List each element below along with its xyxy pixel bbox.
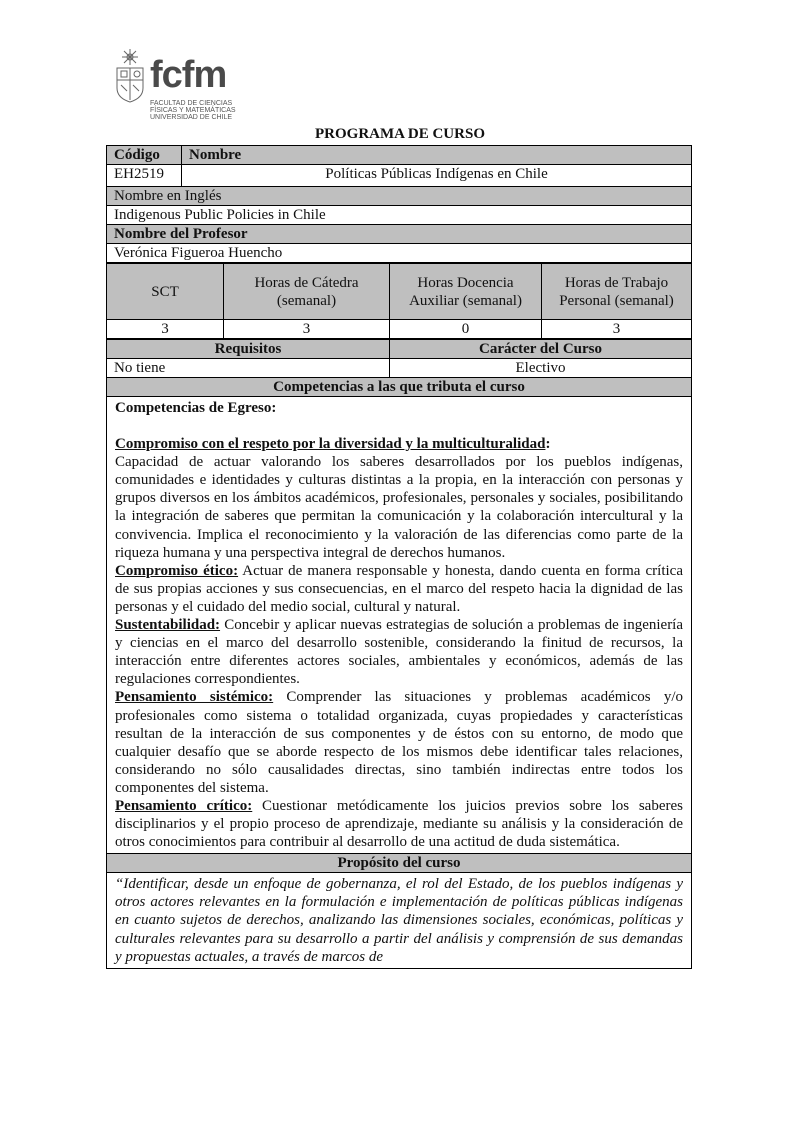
auxiliar-header: Horas Docencia Auxiliar (semanal) xyxy=(390,264,542,320)
competency-title: Compromiso con el respeto por la diversidad y la multiculturalidad xyxy=(115,436,546,453)
competency-item xyxy=(115,562,683,616)
competency-item xyxy=(115,688,683,797)
logo-subtitle: FACULTAD DE CIENCIAS FÍSICAS Y MATEMÁTICAS UNIVERSIDAD DE CHILE xyxy=(150,100,236,121)
professor-label: Nombre del Profesor xyxy=(107,225,692,244)
competency-title: Sustentabilidad: xyxy=(115,617,221,634)
competencies-box xyxy=(106,397,692,854)
english-name-label: Nombre en Inglés xyxy=(107,187,692,206)
purpose-table xyxy=(106,854,692,873)
sct-header: SCT xyxy=(107,264,224,320)
trabajo-personal-value: 3 xyxy=(542,320,692,339)
trabajo-personal-header: Horas de Trabajo Personal (semanal) xyxy=(542,264,692,320)
professor-name: Verónica Figueroa Huencho xyxy=(107,244,692,263)
catedra-header: Horas de Cátedra (semanal) xyxy=(224,264,390,320)
requirements-label: Requisitos xyxy=(107,340,390,359)
competencies-section-label: Competencias a las que tributa el curso xyxy=(107,378,692,397)
course-character-label: Carácter del Curso xyxy=(390,340,692,359)
logo-brand: fcfm xyxy=(150,54,227,96)
auxiliar-value: 0 xyxy=(390,320,542,339)
fcfm-logo xyxy=(112,48,238,130)
course-character-value: Electivo xyxy=(390,359,692,378)
competency-title: Pensamiento crítico: xyxy=(115,797,253,814)
page-title: PROGRAMA DE CURSO xyxy=(314,126,485,142)
competency-item xyxy=(115,797,683,851)
competency-title: Pensamiento sistémico: xyxy=(115,689,274,706)
course-info-table xyxy=(106,145,692,263)
course-name: Políticas Públicas Indígenas en Chile xyxy=(182,165,692,187)
hours-table xyxy=(106,263,692,339)
competency-item: Compromiso con el respeto por la diversidad y la multiculturalidad: Capacidad de actuar valorando los saberes desarrollados por los pueblos indígenas, comunidades e identidades y culturas distintas a la propia, en la interacción con personas y grupos diversos en los ámbitos académicos, profesionales, personales y sociales, posibilitando la integración de saberes que permitan la comunicación y la colaboración intercultural y la convivencia. Implica el reconocimiento y la valoración de las diferencias como parte de la riqueza humana y una perspectiva integral de derechos humanos. xyxy=(115,436,683,561)
competency-text: Cuestionar metódicamente los juicios previos sobre los saberes disciplinarios y el propio proceso de aprendizaje, mediante su análisis y la consideración de otros conocimientos para contribuir al desarrollo de una actitud de duda sistemática. xyxy=(115,797,683,851)
competency-title: Compromiso ético: xyxy=(115,562,239,579)
competency-text: Capacidad de actuar valorando los saberes desarrollados por los pueblos indígenas, comunidades e identidades y culturas distintas a la propia, en la interacción con personas y grupos diversos en los ámbitos académicos, profesionales, personales y sociales, posibilitando la integración de saberes que permitan la comunicación y la colaboración intercultural y la convivencia. Implica el reconocimiento y la valoración de las diferencias como parte de la riqueza humana y una perspectiva integral de derechos humanos. xyxy=(115,454,683,561)
purpose-text: “Identificar, desde un enfoque de gobernanza, el rol del Estado, de los pueblos indígenas y otros actores relevantes en la formulación e implementación de políticas públicas indígenas en cuanto sujetos de derechos, analizando las dimensiones sociales, económicas, políticas y culturales relevantes para su desarrollo a partir del análisis y comprensión de sus demandas y propuestas actuales, a través de marcos de xyxy=(106,873,692,968)
competency-text: Actuar de manera responsable y honesta, dando cuenta en forma crítica de sus propias acciones y sus consecuencias, en el marco del respeto hacia la dignidad de las personas y el cuidado del medio social, cultural y natural. xyxy=(115,562,683,615)
competency-text: Comprender las situaciones y problemas académicos y/o profesionales como sistema o totalidad organizada, cuyas propiedades y características resultan de la interacción de sus componentes y de éstos con su entorno, de modo que cualquier desafío que se aborde respecto de los mismos debe identificar tales relaciones, considerando no sólo causalidades directas, sino también indirectas entre todos los componentes del sistema. xyxy=(115,689,683,796)
code-label: Código xyxy=(107,146,182,165)
sct-value: 3 xyxy=(107,320,224,339)
purpose-label: Propósito del curso xyxy=(107,854,692,873)
name-label: Nombre xyxy=(182,146,692,165)
egress-competencies-label: Competencias de Egreso: xyxy=(115,400,277,416)
requirements-table xyxy=(106,339,692,397)
competency-text: Concebir y aplicar nuevas estrategias de solución a problemas de ingeniería y ciencias en el marco del desarrollo sostenible, considerando la finitud de recursos, la interacción entre diferentes actores sociales, ambientales y económicos, además de las regulaciones correspondientes. xyxy=(115,617,684,688)
course-code: EH2519 xyxy=(107,165,182,187)
competency-item xyxy=(115,616,683,688)
catedra-value: 3 xyxy=(224,320,390,339)
requirements-value: No tiene xyxy=(107,359,390,378)
university-seal-icon xyxy=(112,48,148,104)
english-name: Indigenous Public Policies in Chile xyxy=(107,206,692,225)
course-program-sheet xyxy=(106,145,692,969)
